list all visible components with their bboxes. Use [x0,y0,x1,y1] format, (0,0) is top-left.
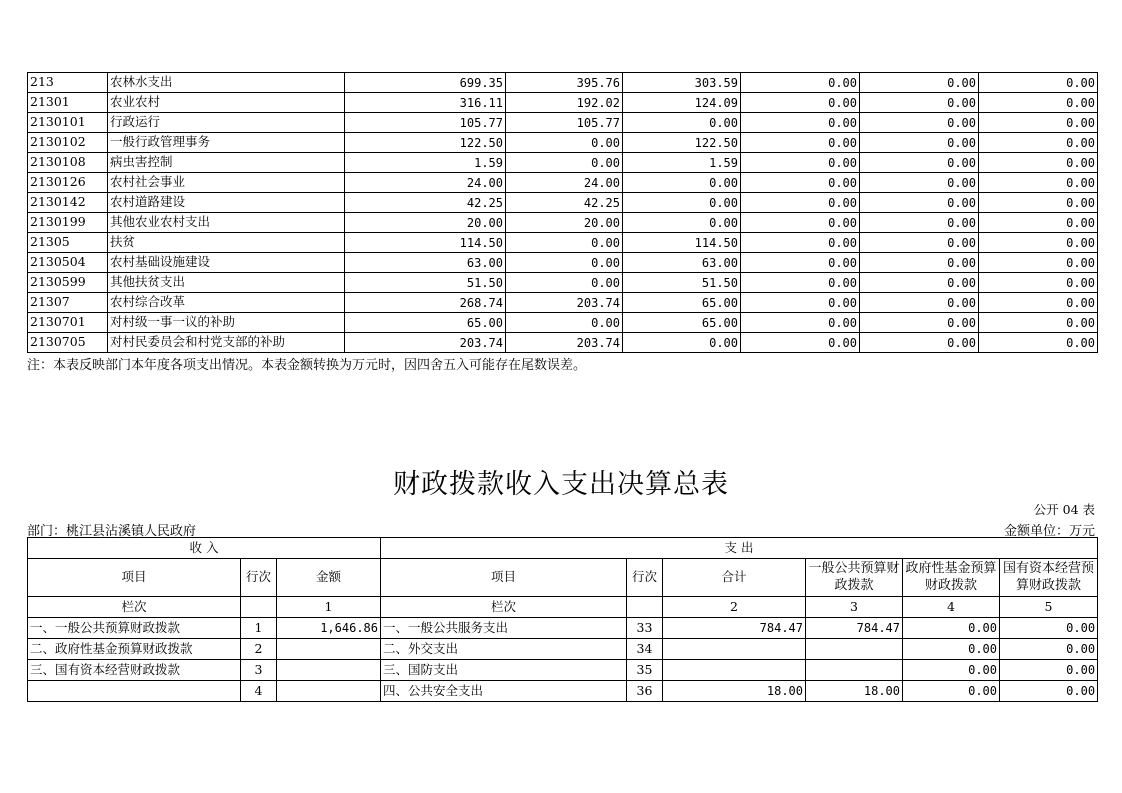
amount-col-1: 63.00 [345,253,506,273]
amount-col-4: 0.00 [741,173,860,193]
expense-item-header: 项目 [381,559,627,597]
amount-col-4: 0.00 [741,313,860,333]
subject-name: 农业农村 [108,93,345,113]
table-row [28,681,1098,702]
expense-total: 18.00 [663,681,806,702]
subject-name: 农林水支出 [108,73,345,93]
subject-code: 2130599 [28,273,108,293]
amount-col-2: 24.00 [506,173,623,193]
subject-code: 2130108 [28,153,108,173]
expense-row-no: 36 [627,681,663,702]
amount-col-1: 114.50 [345,233,506,253]
col-index-3: 3 [806,597,903,618]
amount-col-5: 0.00 [860,313,979,333]
gov-fund-amount: 0.00 [903,681,1000,702]
amount-col-3: 0.00 [623,113,741,133]
amount-col-5: 0.00 [860,253,979,273]
amount-col-4: 0.00 [741,213,860,233]
table-row [28,660,1098,681]
amount-col-1: 51.50 [345,273,506,293]
amount-col-6: 0.00 [979,193,1098,213]
expenditure-detail-table [27,72,1098,353]
table-row [28,173,1098,193]
amount-col-3: 114.50 [623,233,741,253]
amount-col-2: 0.00 [506,253,623,273]
amount-col-1: 20.00 [345,213,506,233]
table-row [28,153,1098,173]
subject-code: 21307 [28,293,108,313]
amount-col-1: 42.25 [345,193,506,213]
department-label: 部门：桃江县沾溪镇人民政府 [27,524,197,539]
amount-col-2: 0.00 [506,273,623,293]
state-capital-amount: 0.00 [1000,681,1098,702]
income-amount [277,660,381,681]
amount-col-1: 105.77 [345,113,506,133]
expense-total: 784.47 [663,618,806,639]
table-row [28,113,1098,133]
table-row [28,273,1098,293]
subject-code: 2130126 [28,173,108,193]
amount-col-6: 0.00 [979,273,1098,293]
table-footnote: 注：本表反映部门本年度各项支出情况。本表金额转换为万元时，因四舍五入可能存在尾数误差。 [27,358,587,373]
amount-col-2: 0.00 [506,153,623,173]
amount-col-6: 0.00 [979,253,1098,273]
amount-col-1: 122.50 [345,133,506,153]
amount-col-3: 63.00 [623,253,741,273]
amount-col-4: 0.00 [741,113,860,133]
col-index-blank [627,597,663,618]
amount-col-4: 0.00 [741,333,860,353]
amount-col-5: 0.00 [860,173,979,193]
col-index-blank [241,597,277,618]
amount-col-6: 0.00 [979,233,1098,253]
amount-col-1: 316.11 [345,93,506,113]
income-row-no: 4 [241,681,277,702]
amount-col-2: 203.74 [506,333,623,353]
table-row [28,93,1098,113]
amount-col-4: 0.00 [741,293,860,313]
col-index-label-left: 栏次 [28,597,241,618]
general-budget-amount: 784.47 [806,618,903,639]
amount-unit-label: 金额单位：万元 [1003,524,1095,539]
amount-col-5: 0.00 [860,193,979,213]
table-row [28,333,1098,353]
expense-item: 三、国防支出 [381,660,627,681]
amount-col-6: 0.00 [979,93,1098,113]
amount-col-6: 0.00 [979,133,1098,153]
subject-name: 一般行政管理事务 [108,133,345,153]
table-row [28,253,1098,273]
amount-col-2: 0.00 [506,233,623,253]
amount-col-2: 0.00 [506,313,623,333]
gov-fund-amount: 0.00 [903,618,1000,639]
amount-col-2: 395.76 [506,73,623,93]
summary-header-row-2 [28,559,1098,597]
expense-total [663,660,806,681]
amount-col-3: 65.00 [623,313,741,333]
subject-name: 其他农业农村支出 [108,213,345,233]
amount-col-1: 699.35 [345,73,506,93]
amount-col-4: 0.00 [741,133,860,153]
subject-name: 其他扶贫支出 [108,273,345,293]
subject-name: 农村基础设施建设 [108,253,345,273]
income-amount: 1,646.86 [277,618,381,639]
general-budget-amount [806,660,903,681]
income-row-no: 1 [241,618,277,639]
income-item: 一、一般公共预算财政拨款 [28,618,241,639]
gov-fund-amount: 0.00 [903,660,1000,681]
income-item-header: 项目 [28,559,241,597]
expense-row-no: 34 [627,639,663,660]
table-row [28,293,1098,313]
amount-col-4: 0.00 [741,233,860,253]
amount-col-4: 0.00 [741,93,860,113]
gov-fund-amount: 0.00 [903,639,1000,660]
table-row [28,313,1098,333]
col-index-2: 2 [663,597,806,618]
amount-col-5: 0.00 [860,73,979,93]
table-row [28,73,1098,93]
general-budget-amount [806,639,903,660]
form-number: 公开 04 表 [1033,502,1095,517]
amount-col-1: 65.00 [345,313,506,333]
amount-col-2: 105.77 [506,113,623,133]
amount-col-5: 0.00 [860,153,979,173]
col-index-4: 4 [903,597,1000,618]
amount-col-6: 0.00 [979,113,1098,133]
expenditure-detail-body [28,73,1098,353]
amount-col-2: 20.00 [506,213,623,233]
col-index-label-right: 栏次 [381,597,627,618]
expense-total [663,639,806,660]
amount-col-4: 0.00 [741,193,860,213]
summary-header-row-1 [28,538,1098,559]
amount-col-6: 0.00 [979,173,1098,193]
amount-col-3: 124.09 [623,93,741,113]
income-amount [277,681,381,702]
amount-col-5: 0.00 [860,113,979,133]
income-item [28,681,241,702]
income-amount-header: 金额 [277,559,381,597]
table-row [28,213,1098,233]
amount-col-6: 0.00 [979,213,1098,233]
subject-code: 2130199 [28,213,108,233]
amount-col-4: 0.00 [741,273,860,293]
amount-col-2: 192.02 [506,93,623,113]
income-row-no: 2 [241,639,277,660]
table-row [28,618,1098,639]
table-row [28,639,1098,660]
state-capital-header: 国有资本经营预算财政拨款 [1000,559,1098,597]
amount-col-6: 0.00 [979,153,1098,173]
amount-col-5: 0.00 [860,333,979,353]
subject-name: 病虫害控制 [108,153,345,173]
subject-code: 2130102 [28,133,108,153]
total-header: 合计 [663,559,806,597]
subject-code: 2130101 [28,113,108,133]
expense-item: 二、外交支出 [381,639,627,660]
subject-name: 扶贫 [108,233,345,253]
amount-col-4: 0.00 [741,153,860,173]
expense-item: 四、公共安全支出 [381,681,627,702]
amount-col-3: 0.00 [623,213,741,233]
amount-col-5: 0.00 [860,213,979,233]
amount-col-6: 0.00 [979,313,1098,333]
expense-row-no: 35 [627,660,663,681]
expense-header: 支 出 [381,538,1098,559]
amount-col-3: 65.00 [623,293,741,313]
summary-table-body [28,538,1098,702]
subject-name: 农村综合改革 [108,293,345,313]
amount-col-1: 1.59 [345,153,506,173]
column-index-row [28,597,1098,618]
subject-code: 21305 [28,233,108,253]
expense-row-no-header: 行次 [627,559,663,597]
amount-col-1: 268.74 [345,293,506,313]
amount-col-4: 0.00 [741,73,860,93]
amount-col-3: 122.50 [623,133,741,153]
income-amount [277,639,381,660]
state-capital-amount: 0.00 [1000,618,1098,639]
expense-item: 一、一般公共服务支出 [381,618,627,639]
income-row-no-header: 行次 [241,559,277,597]
subject-code: 2130504 [28,253,108,273]
amount-col-1: 203.74 [345,333,506,353]
subject-name: 对村民委员会和村党支部的补助 [108,333,345,353]
col-index-5: 5 [1000,597,1098,618]
subject-name: 农村道路建设 [108,193,345,213]
amount-col-4: 0.00 [741,253,860,273]
amount-col-5: 0.00 [860,293,979,313]
amount-col-6: 0.00 [979,293,1098,313]
income-item: 二、政府性基金预算财政拨款 [28,639,241,660]
amount-col-2: 203.74 [506,293,623,313]
amount-col-5: 0.00 [860,273,979,293]
table-row [28,133,1098,153]
subject-code: 213 [28,73,108,93]
page-title: 财政拨款收入支出决算总表 [393,469,729,500]
subject-name: 行政运行 [108,113,345,133]
income-row-no: 3 [241,660,277,681]
general-budget-amount: 18.00 [806,681,903,702]
amount-col-3: 0.00 [623,333,741,353]
subject-code: 21301 [28,93,108,113]
amount-col-6: 0.00 [979,73,1098,93]
amount-col-3: 0.00 [623,193,741,213]
amount-col-3: 51.50 [623,273,741,293]
subject-name: 农村社会事业 [108,173,345,193]
amount-col-5: 0.00 [860,233,979,253]
subject-code: 2130705 [28,333,108,353]
subject-name: 对村级一事一议的补助 [108,313,345,333]
amount-col-2: 0.00 [506,133,623,153]
amount-col-3: 0.00 [623,173,741,193]
amount-col-3: 303.59 [623,73,741,93]
subject-code: 2130701 [28,313,108,333]
expense-row-no: 33 [627,618,663,639]
general-budget-header: 一般公共预算财政拨款 [806,559,903,597]
amount-col-3: 1.59 [623,153,741,173]
table-row [28,193,1098,213]
amount-col-1: 24.00 [345,173,506,193]
gov-fund-header: 政府性基金预算财政拨款 [903,559,1000,597]
subject-code: 2130142 [28,193,108,213]
amount-col-5: 0.00 [860,93,979,113]
amount-col-6: 0.00 [979,333,1098,353]
state-capital-amount: 0.00 [1000,660,1098,681]
state-capital-amount: 0.00 [1000,639,1098,660]
summary-table [27,537,1098,702]
amount-col-2: 42.25 [506,193,623,213]
table-row [28,233,1098,253]
income-item: 三、国有资本经营财政拨款 [28,660,241,681]
amount-col-5: 0.00 [860,133,979,153]
col-index-1: 1 [277,597,381,618]
income-header: 收 入 [28,538,381,559]
